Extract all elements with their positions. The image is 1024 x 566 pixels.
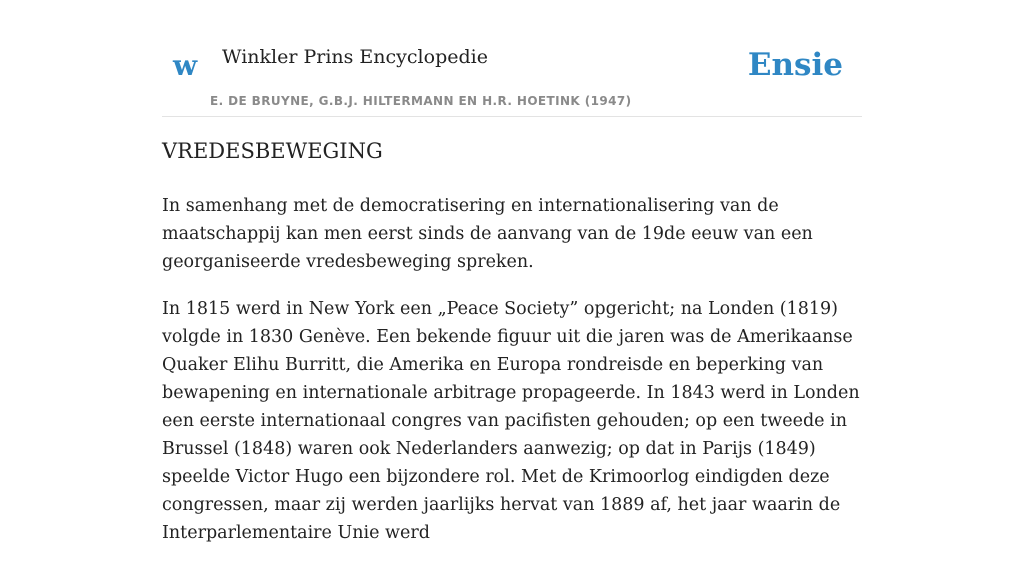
ensie-logo[interactable]: Ensie: [747, 47, 843, 83]
article-paragraph: In samenhang met de democratisering en internationalisering van de maatschappij kan men eerst sinds de aanvang van de 19de eeuw van een georganiseerde vredesbeweging spreken.: [162, 196, 813, 272]
site-header: [162, 0, 862, 117]
article-body: [162, 192, 874, 566]
article-title: VREDESBEWEGING: [162, 139, 383, 163]
article-paragraph: In 1815 werd in New York een „Peace Society” opgericht; na Londen (1819) volgde in 1830 Genève. Een bekende figuur uit die jaren was de Amerikaanse Quaker Elihu Burritt, die Amerika en Europa rondreisde en beperking van bewapening en internationale arbitrage propageerde. In 1843 werd in Londen een eerste internationaal congres van pacifisten gehouden; op een tweede in Brussel (1848) waren ook Nederlanders aanwezig; op dat in Parijs (1849) speelde Victor Hugo een bijzondere rol. Met de Krimoorlog eindigden deze congressen, maar zij werden jaarlijks hervat van 1889 af, het jaar waarin de Interparlementaire Unie werd: [162, 299, 860, 543]
winkler-prins-logo[interactable]: w: [173, 49, 198, 82]
encyclopedia-authors: E. DE BRUYNE, G.B.J. HILTERMANN EN H.R. HOETINK (1947): [210, 94, 632, 108]
encyclopedia-title[interactable]: Winkler Prins Encyclopedie: [222, 46, 488, 68]
